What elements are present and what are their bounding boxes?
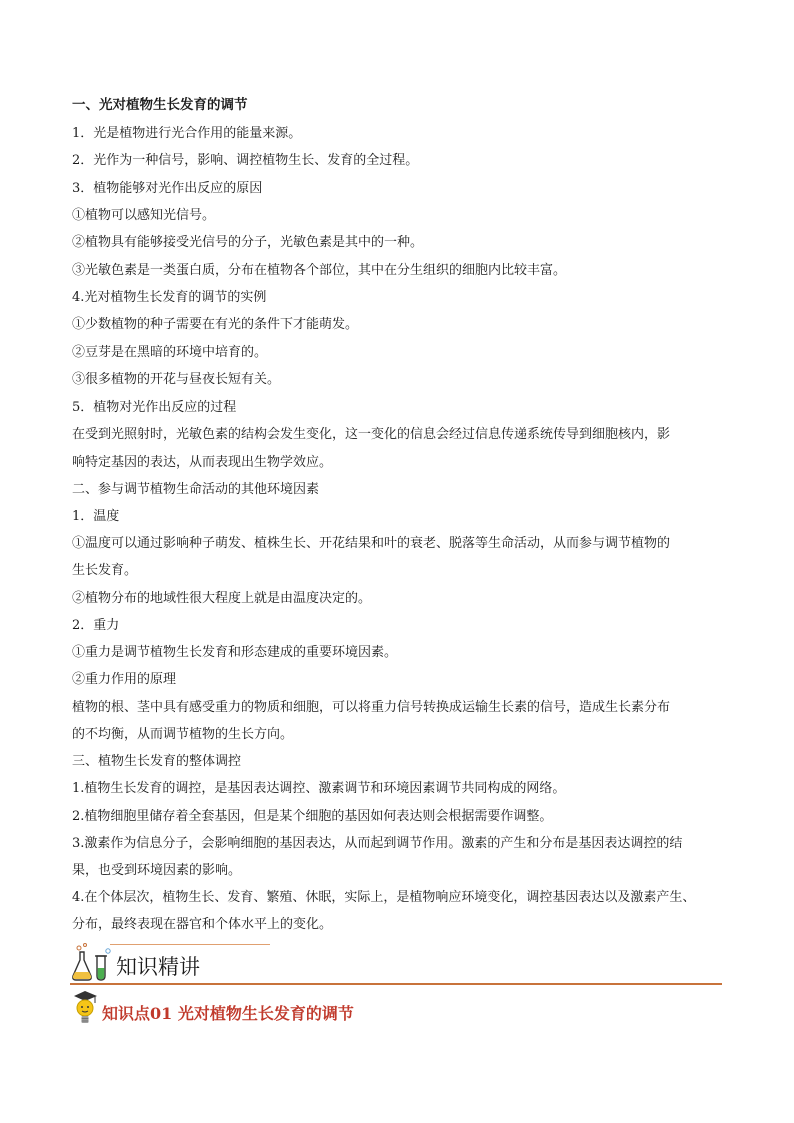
knowledge-point-title: 知识点01 光对植物生长发育的调节 bbox=[102, 1004, 354, 1023]
text-line: 1．温度 bbox=[72, 509, 120, 524]
text-line: 生长发育。 bbox=[72, 563, 138, 578]
text-line: ②植物具有能够接受光信号的分子，光敏色素是其中的一种。 bbox=[72, 235, 424, 250]
text-line: 响特定基因的表达，从而表现出生物学效应。 bbox=[72, 455, 333, 470]
text-line: 4.在个体层次，植物生长、发育、繁殖、休眠，实际上，是植物响应环境变化，调控基因表达以及激素产生、 bbox=[72, 890, 696, 905]
heading-section-2: 二、参与调节植物生命活动的其他环境因素 bbox=[72, 482, 320, 497]
text-line: ①温度可以通过影响种子萌发、植株生长、开花结果和叶的衰老、脱落等生命活动，从而参与调节植物的 bbox=[72, 536, 671, 551]
text-line: 2．重力 bbox=[72, 618, 120, 633]
text-line: 1.植物生长发育的调控，是基因表达调控、激素调节和环境因素调节共同构成的网络。 bbox=[72, 781, 566, 796]
text-line: 3.激素作为信息分子，会影响细胞的基因表达，从而起到调节作用。激素的产生和分布是基因表达调控的结 bbox=[72, 836, 683, 851]
text-line: ②豆芽是在黑暗的环境中培育的。 bbox=[72, 345, 268, 360]
text-line: 果，也受到环境因素的影响。 bbox=[72, 863, 242, 878]
section-title: 知识精讲 bbox=[116, 955, 200, 979]
heading-section-3: 三、植物生长发育的整体调控 bbox=[72, 754, 242, 769]
knowledge-point-heading bbox=[70, 988, 722, 1032]
text-line: ①重力是调节植物生长发育和形态建成的重要环境因素。 bbox=[72, 645, 398, 660]
header-bottom-rule bbox=[70, 983, 722, 985]
text-line: 分布，最终表现在器官和个体水平上的变化。 bbox=[72, 917, 333, 932]
text-line: 1．光是植物进行光合作用的能量来源。 bbox=[72, 126, 302, 141]
heading-section-1: 一、光对植物生长发育的调节 bbox=[72, 97, 248, 113]
text-line: 4.光对植物生长发育的调节的实例 bbox=[72, 290, 267, 305]
lab-flask-icon bbox=[70, 942, 114, 982]
text-line: 在受到光照射时，光敏色素的结构会发生变化，这一变化的信息会经过信息传递系统传导到细胞核内，影 bbox=[72, 427, 671, 442]
text-line: 2.植物细胞里储存着全套基因，但是某个细胞的基因如何表达则会根据需要作调整。 bbox=[72, 809, 553, 824]
section-header bbox=[70, 940, 722, 986]
text-line: 植物的根、茎中具有感受重力的物质和细胞，可以将重力信号转换成运输生长素的信号，造成生长素分布 bbox=[72, 700, 671, 715]
text-line: 5．植物对光作出反应的过程 bbox=[72, 400, 237, 415]
text-line: 3．植物能够对光作出反应的原因 bbox=[72, 181, 263, 196]
text-line: ①植物可以感知光信号。 bbox=[72, 208, 216, 223]
text-line: ②重力作用的原理 bbox=[72, 672, 177, 687]
text-line: 2．光作为一种信号，影响、调控植物生长、发育的全过程。 bbox=[72, 153, 419, 168]
header-top-rule bbox=[110, 944, 270, 945]
text-line: ②植物分布的地域性很大程度上就是由温度决定的。 bbox=[72, 591, 372, 606]
text-line: ①少数植物的种子需要在有光的条件下才能萌发。 bbox=[72, 317, 359, 332]
lightbulb-graduate-icon bbox=[70, 988, 100, 1028]
text-line: ③光敏色素是一类蛋白质，分布在植物各个部位，其中在分生组织的细胞内比较丰富。 bbox=[72, 263, 567, 278]
text-line: 的不均衡，从而调节植物的生长方向。 bbox=[72, 727, 294, 742]
text-line: ③很多植物的开花与昼夜长短有关。 bbox=[72, 372, 281, 387]
